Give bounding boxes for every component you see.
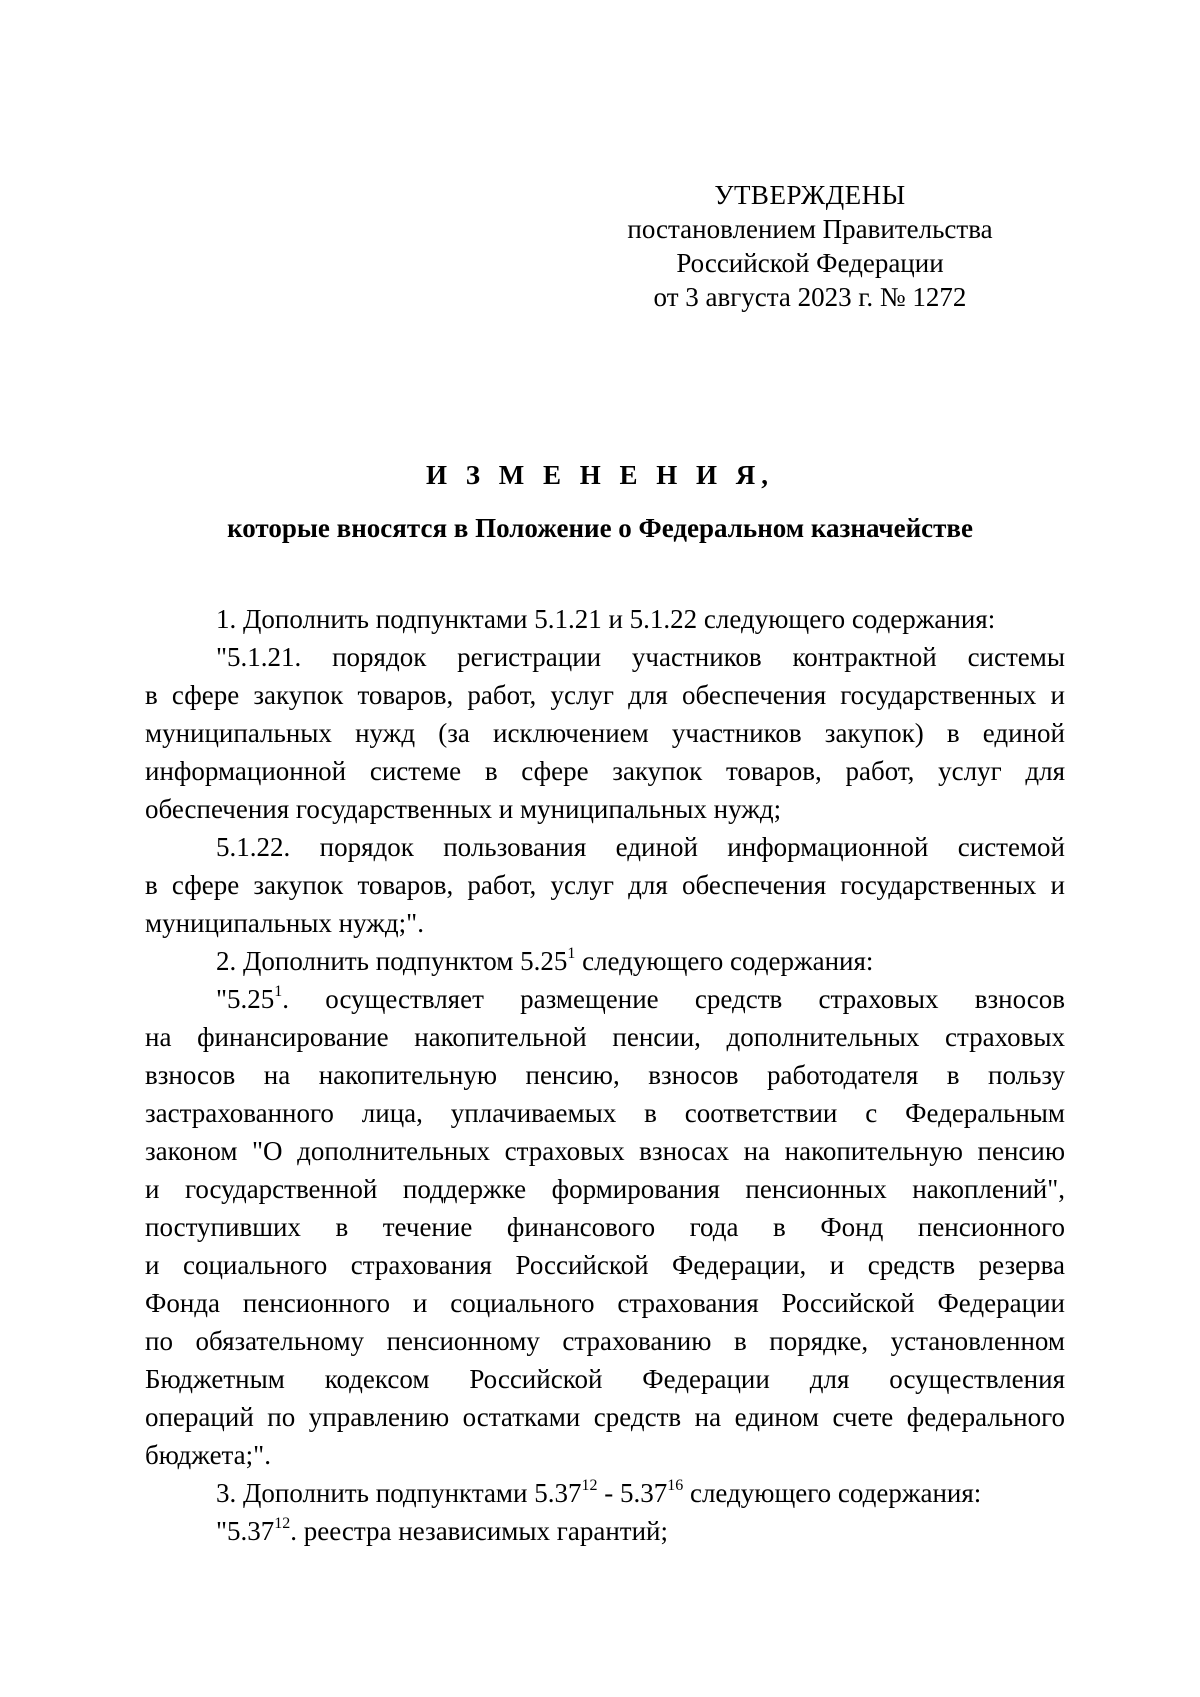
text-line (145, 1474, 1065, 1512)
text-line: в сфере закупок товаров, работ, услуг для обеспечения государственных и (145, 870, 1065, 900)
title-subtitle: которые вносятся в Положение о Федеральном казначействе (227, 513, 973, 543)
approval-heading: УТВЕРЖДЕНЫ (714, 180, 906, 210)
text-line: муниципальных нужд (за исключением участников закупок) в единой (145, 718, 1065, 748)
text-fragment: . осуществляет размещение средств страховых взносов (282, 984, 1065, 1014)
text-line (145, 980, 1065, 1018)
text-line: "5.1.21. порядок регистрации участников контрактной системы (216, 642, 1065, 672)
approval-stamp (610, 178, 1010, 314)
text-line: обеспечения государственных и муниципальных нужд; (145, 794, 782, 824)
text-line: муниципальных нужд;". (145, 908, 424, 938)
text-line (145, 1512, 1065, 1550)
title-main: И З М Е Н Е Н И Я, (425, 460, 774, 490)
superscript: 16 (667, 1477, 684, 1494)
text-fragment: следующего содержания: (575, 946, 874, 976)
text-line: законом "О дополнительных страховых взносах на накопительную пенсию (145, 1136, 1065, 1166)
text-line: Бюджетным кодексом Российской Федерации для осуществления (145, 1364, 1065, 1394)
text-fragment: - 5.37 (597, 1478, 668, 1508)
text-line: бюджета;". (145, 1440, 271, 1470)
text-fragment: следующего содержания: (683, 1478, 982, 1508)
text-fragment: 2. Дополнить подпунктом 5.25 (216, 946, 568, 976)
document-body (145, 600, 1065, 1550)
text-line: и социального страхования Российской Федерации, и средств резерва (145, 1250, 1065, 1280)
text-line: взносов на накопительную пенсию, взносов работодателя в пользу (145, 1060, 1065, 1090)
superscript: 1 (274, 983, 283, 1000)
approval-line-2: Российской Федерации (676, 248, 944, 278)
text-line: информационной системе в сфере закупок товаров, работ, услуг для (145, 756, 1065, 786)
text-line: 5.1.22. порядок пользования единой информационной системой (216, 832, 1065, 862)
text-line: и государственной поддержке формирования пенсионных накоплений", (145, 1174, 1065, 1204)
approval-line-3: от 3 августа 2023 г. № 1272 (653, 282, 967, 312)
text-fragment: 3. Дополнить подпунктами 5.37 (216, 1478, 582, 1508)
text-line: по обязательному пенсионному страхованию в порядке, установленном (145, 1326, 1065, 1356)
text-line: Фонда пенсионного и социального страхования Российской Федерации (145, 1288, 1065, 1318)
text-fragment: . реестра независимых гарантий; (290, 1516, 668, 1546)
text-line: 1. Дополнить подпунктами 5.1.21 и 5.1.22 следующего содержания: (216, 604, 996, 634)
superscript: 12 (581, 1477, 598, 1494)
superscript: 1 (567, 945, 576, 962)
text-line: в сфере закупок товаров, работ, услуг для обеспечения государственных и (145, 680, 1065, 710)
superscript: 12 (274, 1515, 291, 1532)
text-line: на финансирование накопительной пенсии, дополнительных страховых (145, 1022, 1065, 1052)
approval-line-1: постановлением Правительства (627, 214, 993, 244)
text-line: операций по управлению остатками средств на едином счете федерального (145, 1402, 1065, 1432)
text-fragment: "5.37 (216, 1516, 275, 1546)
text-line: поступивших в течение финансового года в Фонд пенсионного (145, 1212, 1065, 1242)
document-title (0, 458, 1200, 545)
text-line: застрахованного лица, уплачиваемых в соответствии с Федеральным (145, 1098, 1065, 1128)
text-line (145, 942, 1065, 980)
text-fragment: "5.25 (216, 984, 275, 1014)
